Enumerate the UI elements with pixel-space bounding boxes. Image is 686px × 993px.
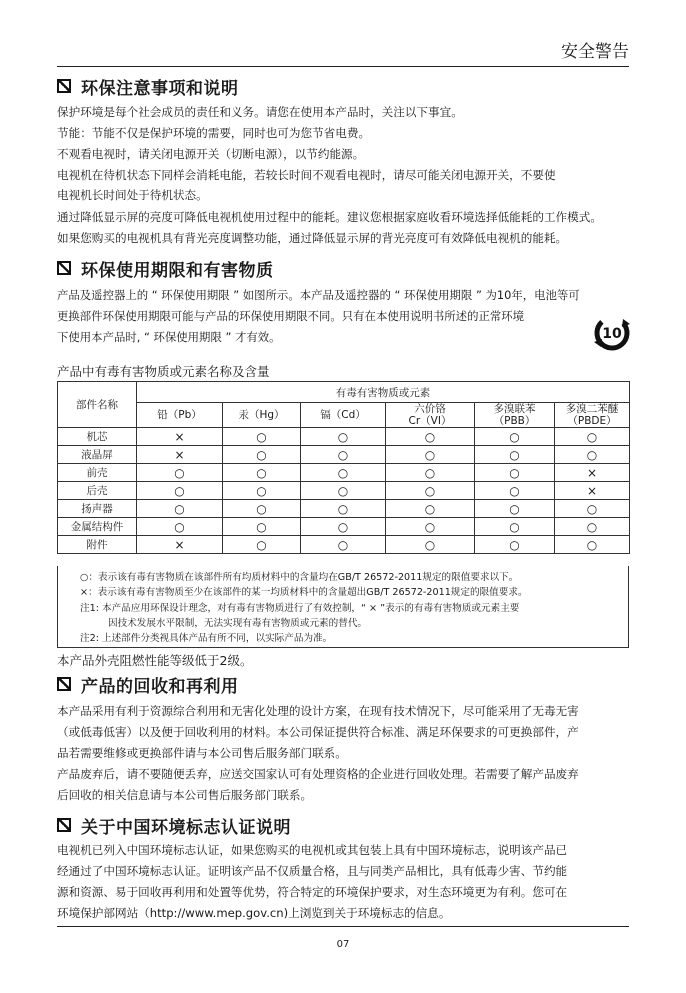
- table-row: 后壳 ○ ○ ○ ○ ○ ×: [58, 482, 630, 500]
- text-line: 电视机在待机状态下同样会消耗电能，若较长时间不观看电视时，请尽可能关闭电源开关，不要使: [57, 168, 556, 182]
- text-line: 如果您购买的电视机具有背光亮度调整功能，通过降低显示屏的背光亮度可有效降低电视机的能耗。: [57, 231, 568, 245]
- text-line: 产品废弃后，请不要随便丢弃，应送交国家认可有处理资格的企业进行回收处理。若需要了解产品废弃: [57, 767, 579, 781]
- text-line: 更换部件环保使用期限可能与产品的环保使用期限不同。只有在本使用说明书所述的正常环境: [57, 309, 525, 323]
- table-row: 前壳 ○ ○ ○ ○ ○ ×: [58, 464, 630, 482]
- text-line: 电视机长时间处于待机状态。: [57, 188, 208, 202]
- text-line: 品若需要维修或更换部件请与本公司售后服务部门联系。: [57, 746, 347, 760]
- table-row: 机芯 × ○ ○ ○ ○ ○: [58, 428, 630, 446]
- section-title-usage-period: 环保使用期限和有害物质: [57, 257, 274, 279]
- table-row: 金属结构件 ○ ○ ○ ○ ○ ○: [58, 518, 630, 536]
- text-line: 通过降低显示屏的亮度可降低电视机使用过程中的能耗。建议您根据家庭收看环境选择低能耗的工作模式。: [57, 210, 602, 224]
- table-row: 扬声器 ○ ○ ○ ○ ○ ○: [58, 500, 630, 518]
- text-line: 保护环境是每个社会成员的责任和义务。请您在使用本产品时，关注以下事宜。: [57, 105, 463, 119]
- text-line: 不观看电视时，请关闭电源开关（切断电源），以节约能源。: [57, 147, 365, 161]
- substance-header: 汞（Hg）: [223, 403, 301, 428]
- section-marker-icon: [57, 79, 71, 93]
- text-line: 经通过了中国环境标志认证。证明该产品不仅质量合格，且与同类产品相比，具有低毒少害、节约能: [57, 864, 568, 878]
- table-note: 注2: 上述部件分类视具体产品有所不同，以实际产品为准。: [80, 633, 333, 644]
- text-line: 产品及遥控器上的 “ 环保使用期限 ” 如图所示。本产品及遥控器的 “ 环保使用期限 ” 为10年，电池等可: [57, 288, 580, 302]
- table-note: ○：表示该有毒有害物质在该部件所有均质材料中的含量均在GB/T 26572-2011规定的限值要求以下。: [80, 572, 519, 583]
- substance-group-header: 有毒有害物质或元素: [137, 382, 630, 403]
- text-line: 后回收的相关信息请与本公司售后服务部门联系。: [57, 788, 313, 802]
- section-title-environment: 环保注意事项和说明: [57, 75, 239, 97]
- table-row: 液晶屏 × ○ ○ ○ ○ ○: [58, 446, 630, 464]
- section-title-recycling: 产品的回收和再利用: [57, 673, 239, 695]
- table-note: 注1: 本产品应用环保设计理念，对有毒有害物质进行了有效控制，“ × ”表示的有毒有害物质或元素主要: [80, 603, 520, 614]
- text-line: 环境保护部网站（http://www.mep.gov.cn)上浏览到关于环境标志的信息。: [57, 906, 451, 920]
- substance-header-row: [58, 403, 630, 428]
- table-note: ×：表示该有毒有害物质至少在该部件的某一均质材料中的含量超出GB/T 26572-2011规定的限值要求。: [80, 587, 528, 598]
- header-rule: [57, 66, 629, 67]
- text-line: （或低毒低害）以及便于回收利用的材料。本公司保证提供符合标准、满足环保要求的可更换部件，产: [57, 725, 579, 739]
- logo-number: 10: [602, 326, 622, 342]
- flame-rating-text: 本产品外壳阻燃性能等级低于2级。: [57, 653, 253, 668]
- page-number: 07: [336, 939, 350, 950]
- environmental-period-logo-icon: [593, 314, 631, 352]
- footer-rule: [57, 926, 629, 927]
- text-line: 节能：节能不仅是保护环境的需要，同时也可为您节省电费。: [57, 126, 371, 140]
- table-row: 附件 × ○ ○ ○ ○ ○: [58, 536, 630, 554]
- table-caption: 产品中有毒有害物质或元素名称及含量: [57, 364, 270, 379]
- section-marker-icon: [57, 261, 71, 275]
- section-marker-icon: [57, 677, 71, 691]
- substance-header: 多溴二苯醚 （PBDE）: [555, 403, 630, 428]
- section-marker-icon: [57, 818, 71, 832]
- text-line: 电视机已列入中国环境标志认证，如果您购买的电视机或其包装上具有中国环境标志，说明该产品已: [57, 843, 568, 857]
- substance-header: 镉（Cd）: [301, 403, 386, 428]
- part-name-header: 部件名称: [58, 382, 137, 428]
- section-title-eco-label: 关于中国环境标志认证说明: [57, 814, 291, 836]
- substance-header: 六价铬 Cr（VI）: [386, 403, 475, 428]
- substance-header: 铅（Pb）: [137, 403, 223, 428]
- substance-header: 多溴联苯 （PBB）: [475, 403, 555, 428]
- text-line: 下使用本产品时, “ 环保使用期限 ” 才有效。: [57, 330, 281, 344]
- hazardous-substance-table: [57, 381, 630, 554]
- text-line: 本产品采用有利于资源综合利用和无害化处理的设计方案，在现有技术情况下，尽可能采用了无毒无害: [57, 704, 579, 718]
- text-line: 源和资源、易于回收再利用和处置等优势，符合特定的环境保护要求，对生态环境更为有利。您可在: [57, 885, 568, 899]
- header-title: 安全警告: [561, 42, 629, 62]
- table-note: 因技术发展水平限制，无法实现有毒有害物质或元素的替代。: [108, 618, 368, 629]
